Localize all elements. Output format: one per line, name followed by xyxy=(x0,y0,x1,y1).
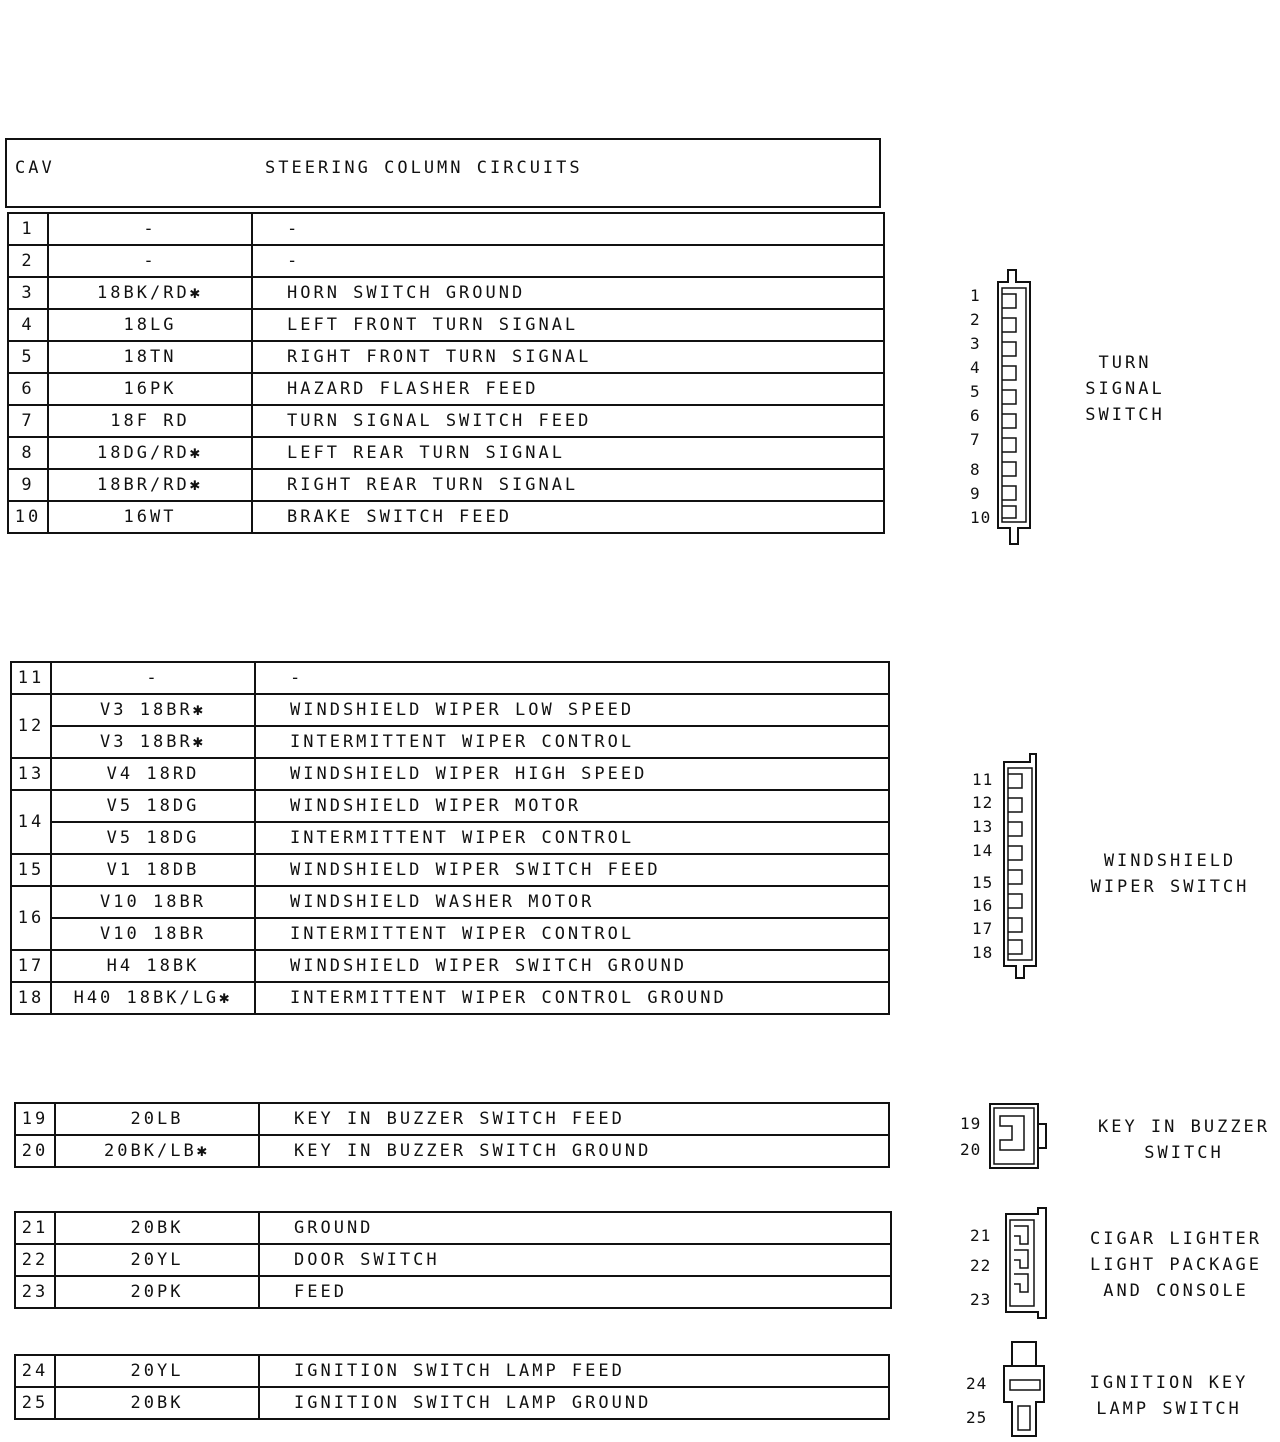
cav-header: CAV xyxy=(15,158,55,178)
wire-code: 20YL xyxy=(55,1244,259,1276)
cavity-number: 14 xyxy=(11,790,51,854)
circuit-row xyxy=(15,1135,889,1167)
wire-code: 16WT xyxy=(48,501,252,533)
pin-number: 21 xyxy=(970,1226,992,1245)
cavity-number: 21 xyxy=(15,1212,55,1244)
pin-number: 24 xyxy=(966,1374,988,1393)
wire-code: 20BK/LB✱ xyxy=(55,1135,259,1167)
circuit-description: INTERMITTENT WIPER CONTROL GROUND xyxy=(255,982,889,1014)
circuit-table-1 xyxy=(7,212,885,534)
pin-number: 4 xyxy=(970,358,981,377)
pin-number: 3 xyxy=(970,334,981,353)
cavity-number: 19 xyxy=(15,1103,55,1135)
circuit-row xyxy=(8,437,884,469)
circuit-row xyxy=(8,469,884,501)
pin-number: 18 xyxy=(972,943,994,962)
wire-code: 20BK xyxy=(55,1387,259,1419)
circuit-row xyxy=(11,758,889,790)
cavity-number: 24 xyxy=(15,1355,55,1387)
wire-code: 18DG/RD✱ xyxy=(48,437,252,469)
circuit-description: WINDSHIELD WIPER LOW SPEED xyxy=(255,694,889,726)
wire-code: V5 18DG xyxy=(51,790,255,822)
pin-number: 8 xyxy=(970,460,981,479)
pin-number: 13 xyxy=(972,817,994,836)
circuit-row xyxy=(11,886,889,918)
table-title: STEERING COLUMN CIRCUITS xyxy=(265,158,583,178)
cavity-number: 15 xyxy=(11,854,51,886)
circuit-row xyxy=(15,1276,891,1308)
pin-number: 23 xyxy=(970,1290,992,1309)
circuit-description: RIGHT REAR TURN SIGNAL xyxy=(252,469,884,501)
wire-code: V10 18BR xyxy=(51,918,255,950)
pin-number: 12 xyxy=(972,793,994,812)
circuit-description: DOOR SWITCH xyxy=(259,1244,891,1276)
wire-code: V3 18BR✱ xyxy=(51,726,255,758)
pin-number: 14 xyxy=(972,841,994,860)
wire-code: H4 18BK xyxy=(51,950,255,982)
pin-number: 9 xyxy=(970,484,981,503)
turn-signal-connector-icon xyxy=(990,266,1040,548)
circuit-description: KEY IN BUZZER SWITCH GROUND xyxy=(259,1135,889,1167)
pin-number: 2 xyxy=(970,310,981,329)
circuit-row xyxy=(8,373,884,405)
circuit-description: TURN SIGNAL SWITCH FEED xyxy=(252,405,884,437)
circuit-description: WINDSHIELD WASHER MOTOR xyxy=(255,886,889,918)
wire-code: - xyxy=(48,245,252,277)
cigar-lighter-connector-icon xyxy=(1000,1206,1054,1322)
circuit-row xyxy=(15,1103,889,1135)
ignition-lamp-label: IGNITION KEY LAMP SWITCH xyxy=(1089,1373,1249,1419)
circuit-row xyxy=(11,662,889,694)
circuit-row xyxy=(8,277,884,309)
wire-code: 18TN xyxy=(48,341,252,373)
circuit-description: INTERMITTENT WIPER CONTROL xyxy=(255,822,889,854)
cavity-number: 25 xyxy=(15,1387,55,1419)
pin-number: 1 xyxy=(970,286,981,305)
circuit-description: - xyxy=(255,662,889,694)
wire-code: V5 18DG xyxy=(51,822,255,854)
pin-number: 25 xyxy=(966,1408,988,1427)
cigar-lighter-label: CIGAR LIGHTER LIGHT PACKAGE AND CONSOLE xyxy=(1089,1229,1263,1301)
wire-code: 20PK xyxy=(55,1276,259,1308)
circuit-row xyxy=(8,213,884,245)
circuit-description: IGNITION SWITCH LAMP GROUND xyxy=(259,1387,889,1419)
cavity-number: 2 xyxy=(8,245,48,277)
circuit-description: RIGHT FRONT TURN SIGNAL xyxy=(252,341,884,373)
cavity-number: 22 xyxy=(15,1244,55,1276)
circuit-table-5 xyxy=(14,1354,890,1420)
pin-number: 15 xyxy=(972,873,994,892)
pin-number: 19 xyxy=(960,1114,982,1133)
circuit-description: - xyxy=(252,245,884,277)
cavity-number: 17 xyxy=(11,950,51,982)
wire-code: V1 18DB xyxy=(51,854,255,886)
wire-code: 18BR/RD✱ xyxy=(48,469,252,501)
wire-code: 16PK xyxy=(48,373,252,405)
circuit-row xyxy=(15,1387,889,1419)
circuit-row xyxy=(11,950,889,982)
circuit-description: KEY IN BUZZER SWITCH FEED xyxy=(259,1103,889,1135)
pin-number: 5 xyxy=(970,382,981,401)
circuit-description: HAZARD FLASHER FEED xyxy=(252,373,884,405)
circuit-description: BRAKE SWITCH FEED xyxy=(252,501,884,533)
circuit-description: INTERMITTENT WIPER CONTROL xyxy=(255,918,889,950)
turn-signal-label: TURN SIGNAL SWITCH xyxy=(1085,353,1165,425)
ignition-lamp-connector-icon xyxy=(1000,1340,1052,1440)
circuit-row xyxy=(8,245,884,277)
circuit-table-2 xyxy=(10,661,890,1015)
pin-number: 10 xyxy=(970,508,992,527)
cavity-number: 12 xyxy=(11,694,51,758)
cavity-number: 4 xyxy=(8,309,48,341)
circuit-description: WINDSHIELD WIPER HIGH SPEED xyxy=(255,758,889,790)
cavity-number: 13 xyxy=(11,758,51,790)
circuit-description: FEED xyxy=(259,1276,891,1308)
cavity-number: 20 xyxy=(15,1135,55,1167)
cavity-number: 1 xyxy=(8,213,48,245)
wire-code: 18LG xyxy=(48,309,252,341)
pin-number: 16 xyxy=(972,896,994,915)
circuit-row xyxy=(11,854,889,886)
cavity-number: 3 xyxy=(8,277,48,309)
circuit-row xyxy=(15,1355,889,1387)
circuit-description: LEFT FRONT TURN SIGNAL xyxy=(252,309,884,341)
circuit-row xyxy=(11,790,889,822)
wire-code: 20YL xyxy=(55,1355,259,1387)
wire-code: 20LB xyxy=(55,1103,259,1135)
wire-code: 20BK xyxy=(55,1212,259,1244)
circuit-row xyxy=(11,694,889,726)
circuit-row xyxy=(11,918,889,950)
wire-code: V3 18BR✱ xyxy=(51,694,255,726)
circuit-description: WINDSHIELD WIPER SWITCH GROUND xyxy=(255,950,889,982)
wire-code: - xyxy=(48,213,252,245)
circuit-row xyxy=(11,982,889,1014)
cavity-number: 5 xyxy=(8,341,48,373)
pin-number: 11 xyxy=(972,770,994,789)
circuit-description: WINDSHIELD WIPER SWITCH FEED xyxy=(255,854,889,886)
circuit-table-4 xyxy=(14,1211,892,1309)
circuit-row xyxy=(8,405,884,437)
pin-number: 17 xyxy=(972,919,994,938)
circuit-row xyxy=(8,341,884,373)
wire-code: V4 18RD xyxy=(51,758,255,790)
pin-number: 6 xyxy=(970,406,981,425)
circuit-row xyxy=(8,309,884,341)
table-header xyxy=(5,138,881,208)
circuit-description: LEFT REAR TURN SIGNAL xyxy=(252,437,884,469)
circuit-description: INTERMITTENT WIPER CONTROL xyxy=(255,726,889,758)
circuit-description: GROUND xyxy=(259,1212,891,1244)
cavity-number: 18 xyxy=(11,982,51,1014)
circuit-description: WINDSHIELD WIPER MOTOR xyxy=(255,790,889,822)
key-buzzer-label: KEY IN BUZZER SWITCH xyxy=(1097,1117,1271,1163)
circuit-description: IGNITION SWITCH LAMP FEED xyxy=(259,1355,889,1387)
circuit-row xyxy=(11,822,889,854)
wiper-switch-label: WINDSHIELD WIPER SWITCH xyxy=(1090,851,1250,897)
cavity-number: 6 xyxy=(8,373,48,405)
cavity-number: 9 xyxy=(8,469,48,501)
circuit-table-3 xyxy=(14,1102,890,1168)
pin-number: 22 xyxy=(970,1256,992,1275)
circuit-row xyxy=(8,501,884,533)
cavity-number: 11 xyxy=(11,662,51,694)
circuit-row xyxy=(15,1244,891,1276)
wire-code: V10 18BR xyxy=(51,886,255,918)
circuit-description: HORN SWITCH GROUND xyxy=(252,277,884,309)
cavity-number: 23 xyxy=(15,1276,55,1308)
circuit-row xyxy=(11,726,889,758)
cavity-number: 16 xyxy=(11,886,51,950)
circuit-description: - xyxy=(252,213,884,245)
pin-number: 7 xyxy=(970,430,981,449)
cavity-number: 8 xyxy=(8,437,48,469)
circuit-row xyxy=(15,1212,891,1244)
wire-code: - xyxy=(51,662,255,694)
cavity-number: 7 xyxy=(8,405,48,437)
wiper-switch-connector-icon xyxy=(996,752,1042,980)
cavity-number: 10 xyxy=(8,501,48,533)
wire-code: H40 18BK/LG✱ xyxy=(51,982,255,1014)
key-buzzer-connector-icon xyxy=(986,1100,1052,1172)
pin-number: 20 xyxy=(960,1140,982,1159)
wire-code: 18BK/RD✱ xyxy=(48,277,252,309)
wire-code: 18F RD xyxy=(48,405,252,437)
